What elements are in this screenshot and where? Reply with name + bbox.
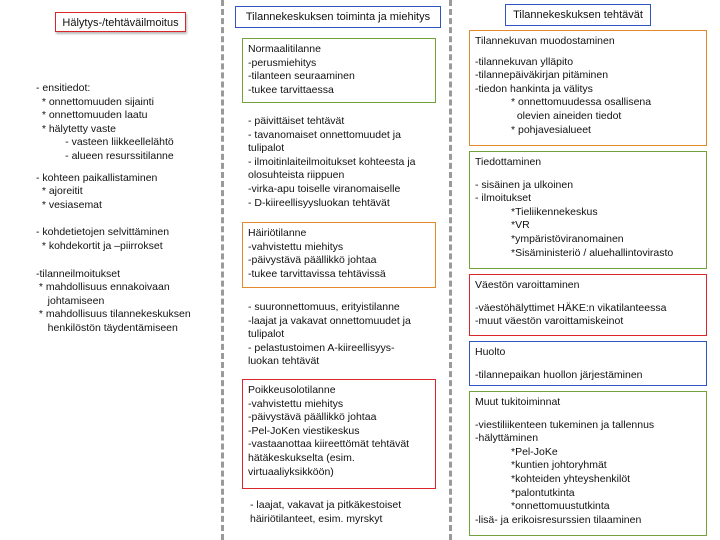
normal-task-line: - päivittäiset tehtävät <box>248 115 345 127</box>
disruption-task-line: - pelastustoimen A-kiireellisyys- <box>248 341 395 354</box>
communication-subline: *Tieliikennekeskus <box>511 205 598 218</box>
exception-tasks <box>250 499 446 526</box>
other-support-subline: *onnettomuustutkinta <box>511 500 610 513</box>
left-line: * onnettomuuden laatu <box>36 109 148 122</box>
exception-title: Poikkeusolotilanne <box>248 384 336 396</box>
right-header <box>505 4 651 26</box>
disruption-line: -vahvistettu miehitys <box>248 240 344 253</box>
exception-task-line: häiriötilanteet, esim. myrskyt <box>250 512 383 525</box>
other-support-subline: *Pel-JoKe <box>511 445 558 458</box>
normal-task-line: -virka-apu toiselle viranomaiselle <box>248 182 401 195</box>
communication-box <box>469 151 707 269</box>
maintenance-box <box>469 341 707 386</box>
other-support-subline: *kohteiden yhteyshenkilöt <box>511 472 631 485</box>
exception-box <box>242 379 436 489</box>
left-line: -tilanneilmoitukset <box>36 267 121 280</box>
left-line <box>36 212 216 226</box>
normal-task-line: - tavanomaiset onnettomuudet ja <box>248 128 401 141</box>
normal-tasks <box>248 115 444 210</box>
exception-line: -vastaanottaa kiireettömät tehtävät <box>248 438 410 451</box>
other-support-line: -viestiliikenteen tukeminen ja tallennus <box>475 418 655 431</box>
other-support-title: Muut tukitoiminnat <box>475 396 561 408</box>
left-line <box>36 254 216 268</box>
right-divider <box>449 0 452 540</box>
other-support-subline: *palontutkinta <box>511 486 575 499</box>
alarm-header <box>55 12 186 32</box>
disruption-box <box>242 222 436 288</box>
normal-situation-title: Normaalitilanne <box>248 43 321 55</box>
communication-subline: *Sisäministeriö / aluehallintovirasto <box>511 246 674 259</box>
right-header-label: Tilannekeskuksen tehtävät <box>513 9 643 21</box>
situation-picture-line: -tilannekuvan ylläpito <box>475 55 574 68</box>
disruption-title: Häiriötilanne <box>248 227 307 239</box>
population-warning-box <box>469 274 707 336</box>
disruption-line: -tukee tarvittavissa tehtävissä <box>248 267 386 280</box>
disruption-tasks <box>248 301 444 369</box>
left-line: - kohteen paikallistaminen <box>36 171 158 184</box>
situation-picture-subline: * onnettomuudessa osallisena <box>511 96 652 109</box>
situation-picture-subline: olevien aineiden tiedot <box>511 109 622 122</box>
disruption-task-line: - suuronnettomuus, erityistilanne <box>248 301 400 313</box>
left-line: - ensitiedot: <box>36 82 91 94</box>
maintenance-line: -tilannepaikan huollon järjestäminen <box>475 368 643 381</box>
left-divider <box>221 0 224 540</box>
disruption-task-line: luokan tehtävät <box>248 355 320 368</box>
communication-line: - ilmoitukset <box>475 192 532 205</box>
exception-line: -Pel-JoKen viestikeskus <box>248 424 360 437</box>
left-line: henkilöstön täydentämiseen <box>36 321 178 334</box>
normal-situation-line: -tilanteen seuraaminen <box>248 70 355 83</box>
population-warning-title: Väestön varoittaminen <box>475 279 580 291</box>
left-line: * ajoreitit <box>36 185 83 198</box>
maintenance-title: Huolto <box>475 346 506 358</box>
left-line: * hälytetty vaste <box>36 122 116 135</box>
situation-picture-box <box>469 30 707 146</box>
communication-line: - sisäinen ja ulkoinen <box>475 178 574 191</box>
communication-subline: *ympäristöviranomainen <box>511 232 624 245</box>
alarm-header-label: Hälytys-/tehtäväilmoitus <box>62 17 179 29</box>
normal-situation-line: -perusmiehitys <box>248 56 317 69</box>
left-line <box>36 164 216 172</box>
situation-picture-subline: * pohjavesialueet <box>511 123 591 136</box>
other-support-line: -hälyttäminen <box>475 432 539 445</box>
situation-picture-title: Tilannekuvan muodostaminen <box>475 35 615 47</box>
center-header <box>235 6 441 28</box>
normal-task-line: olosuhteista riippuen <box>248 169 345 182</box>
disruption-task-line: -laajat ja vakavat onnettomuudet ja <box>248 314 411 327</box>
left-line: johtamiseen <box>36 294 105 307</box>
left-line: * mahdollisuus tilannekeskuksen <box>36 308 191 321</box>
population-warning-line: -väestöhälyttimet HÄKE:n vikatilanteessa <box>475 301 667 314</box>
exception-line: virtuaaliyksikköön) <box>248 465 334 478</box>
normal-task-line: - ilmoitinlaiteilmoitukset kohteesta ja <box>248 155 416 168</box>
normal-task-line: - D-kiireellisyysluokan tehtävät <box>248 196 390 209</box>
left-line: * onnettomuuden sijainti <box>36 95 154 108</box>
exception-line: -vahvistettu miehitys <box>248 397 344 410</box>
left-line: - kohdetietojen selvittäminen <box>36 226 170 239</box>
exception-line: hätäkeskukselta (esim. <box>248 451 355 464</box>
left-line: * vesiasemat <box>36 198 102 211</box>
exception-line: -päivystävä päällikkö johtaa <box>248 411 377 424</box>
normal-situation-line: -tukee tarvittaessa <box>248 83 334 96</box>
left-line: - alueen resurssitilanne <box>36 149 174 162</box>
disruption-line: -päivystävä päällikkö johtaa <box>248 254 377 267</box>
population-warning-line: -muut väestön varoittamiskeinot <box>475 315 624 328</box>
communication-title: Tiedottaminen <box>475 156 542 168</box>
left-line: - vasteen liikkeellelähtö <box>36 136 174 149</box>
normal-situation-box <box>242 38 436 103</box>
other-support-box <box>469 391 707 536</box>
center-header-label: Tilannekeskuksen toiminta ja miehitys <box>245 11 431 23</box>
other-support-line: -lisä- ja erikoisresurssien tilaaminen <box>475 513 642 526</box>
disruption-task-line: tulipalot <box>248 328 285 341</box>
normal-task-line: tulipalot <box>248 142 285 155</box>
situation-picture-line: -tilannepäiväkirjan pitäminen <box>475 69 609 82</box>
left-line: * kohdekortit ja –piirrokset <box>36 239 163 252</box>
situation-picture-line: -tiedon hankinta ja välitys <box>475 82 593 95</box>
left-line: * mahdollisuus ennakoivaan <box>36 281 170 294</box>
left-column <box>36 82 216 336</box>
exception-task-line: - laajat, vakavat ja pitkäkestoiset <box>250 499 402 511</box>
communication-subline: *VR <box>511 219 530 232</box>
other-support-subline: *kuntien johtoryhmät <box>511 459 607 472</box>
